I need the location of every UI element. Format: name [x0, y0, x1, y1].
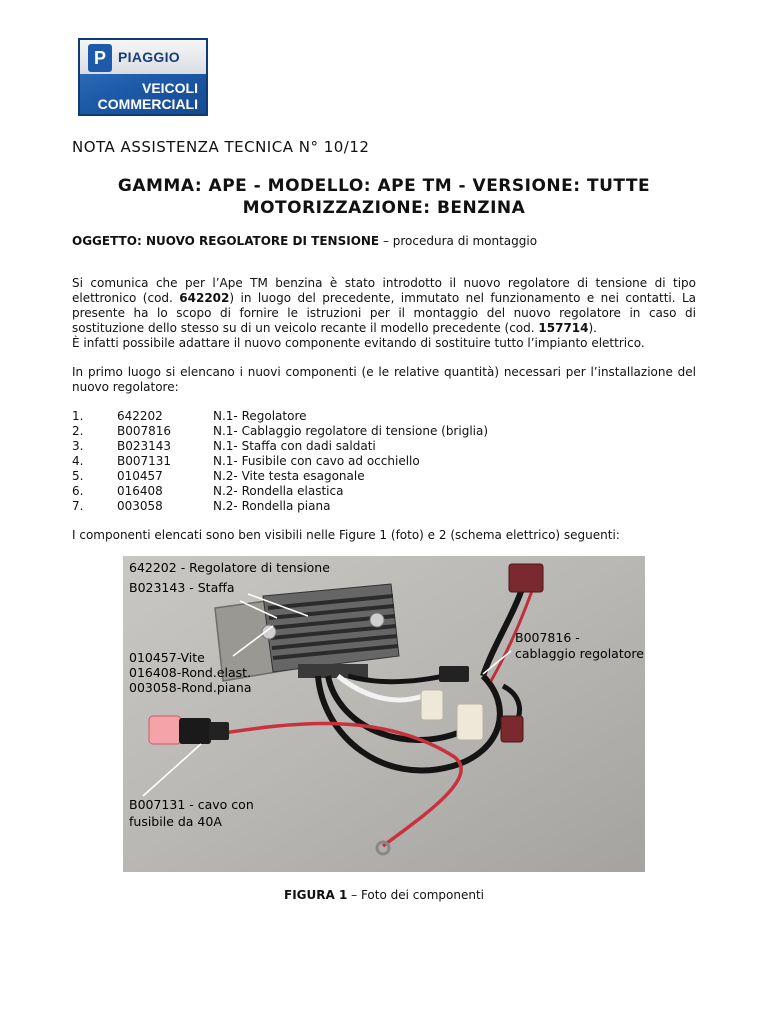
component-number: 6.	[72, 484, 84, 498]
component-row	[72, 409, 693, 424]
component-description: N.2- Vite testa esagonale	[213, 469, 365, 483]
component-number: 4.	[72, 454, 84, 468]
caption-text: – Foto dei componenti	[347, 888, 484, 902]
component-description: N.1- Fusibile con cavo ad occhiello	[213, 454, 420, 468]
component-code: B023143	[117, 439, 172, 453]
subject-label: OGGETTO:	[72, 234, 142, 248]
subject-title: NUOVO REGOLATORE DI TENSIONE	[145, 234, 380, 248]
label-cavo-2: fusibile da 40A	[129, 814, 222, 829]
nota-number: NOTA ASSISTENZA TECNICA N° 10/12	[72, 138, 370, 156]
code-old: 157714	[538, 321, 589, 335]
figure-1-photo	[123, 556, 645, 872]
component-number: 5.	[72, 469, 84, 483]
subject	[72, 234, 537, 248]
label-regolatore: 642202 - Regolatore di tensione	[129, 560, 330, 575]
figure-caption	[0, 888, 768, 902]
component-code: 003058	[117, 499, 163, 513]
intro-text-a: Si comunica che per l’Ape TM benzina è stato introdotto il nuovo regolatore di tensione di tipo elettronico (cod.	[72, 276, 696, 305]
components-list	[72, 409, 693, 514]
label-rond-piana: 003058-Rond.piana	[129, 680, 252, 695]
label-rond-elast: 016408-Rond.elast.	[129, 665, 252, 680]
piaggio-mark-icon: P	[88, 44, 112, 72]
label-cablaggio-2: cablaggio regolatore	[515, 646, 644, 661]
code-new: 642202	[179, 291, 230, 305]
component-row	[72, 454, 693, 469]
intro-text-b: ) in luogo del precedente, immutato nel funzionamento e nei contatti. La presente ha lo scopo di fornire le istruzioni per il montaggio del nuovo regolatore in caso di sostituzione dello stesso su di un veicolo recante il modello precedente (cod.	[72, 291, 696, 335]
component-row	[72, 469, 693, 484]
component-description: N.1- Regolatore	[213, 409, 307, 423]
component-description: N.1- Cablaggio regolatore di tensione (briglia)	[213, 424, 489, 438]
label-cablaggio-1: B007816 -	[515, 630, 580, 645]
label-staffa: B023143 - Staffa	[129, 580, 235, 595]
label-cavo-1: B007131 - cavo con	[129, 797, 254, 812]
logo-brand: PIAGGIO	[118, 49, 180, 65]
logo-line1: VEICOLI	[141, 80, 198, 96]
component-number: 2.	[72, 424, 84, 438]
component-code: 010457	[117, 469, 163, 483]
piaggio-logo	[78, 38, 208, 116]
intro-text-d: È infatti possibile adattare il nuovo componente evitando di sostituire tutto l’impianto elettrico.	[72, 336, 645, 350]
subject-rest: – procedura di montaggio	[379, 234, 538, 248]
title-line2: MOTORIZZAZIONE: BENZINA	[242, 198, 526, 218]
component-row	[72, 499, 693, 514]
component-code: 642202	[117, 409, 163, 423]
component-number: 7.	[72, 499, 84, 513]
intro-text-c: ).	[588, 321, 597, 335]
logo-line2: COMMERCIALI	[97, 96, 198, 112]
components-intro: In primo luogo si elencano i nuovi componenti (e le relative quantità) necessari per l’installazione del nuovo regolatore:	[72, 365, 696, 394]
component-code: 016408	[117, 484, 163, 498]
component-number: 1.	[72, 409, 84, 423]
component-description: N.2- Rondella elastica	[213, 484, 344, 498]
component-description: N.1- Staffa con dadi saldati	[213, 439, 376, 453]
component-row	[72, 439, 693, 454]
component-number: 3.	[72, 439, 84, 453]
caption-label: FIGURA 1	[284, 888, 348, 902]
figures-intro: I componenti elencati sono ben visibili nelle Figure 1 (foto) e 2 (schema elettrico) seguenti:	[72, 528, 620, 542]
title-line1: GAMMA: APE - MODELLO: APE TM - VERSIONE: TUTTE	[117, 176, 651, 196]
component-row	[72, 424, 693, 439]
component-code: B007131	[117, 454, 172, 468]
intro-paragraph	[72, 276, 696, 351]
component-description: N.2- Rondella piana	[213, 499, 331, 513]
label-vite: 010457-Vite	[129, 650, 205, 665]
component-code: B007816	[117, 424, 172, 438]
component-row	[72, 484, 693, 499]
